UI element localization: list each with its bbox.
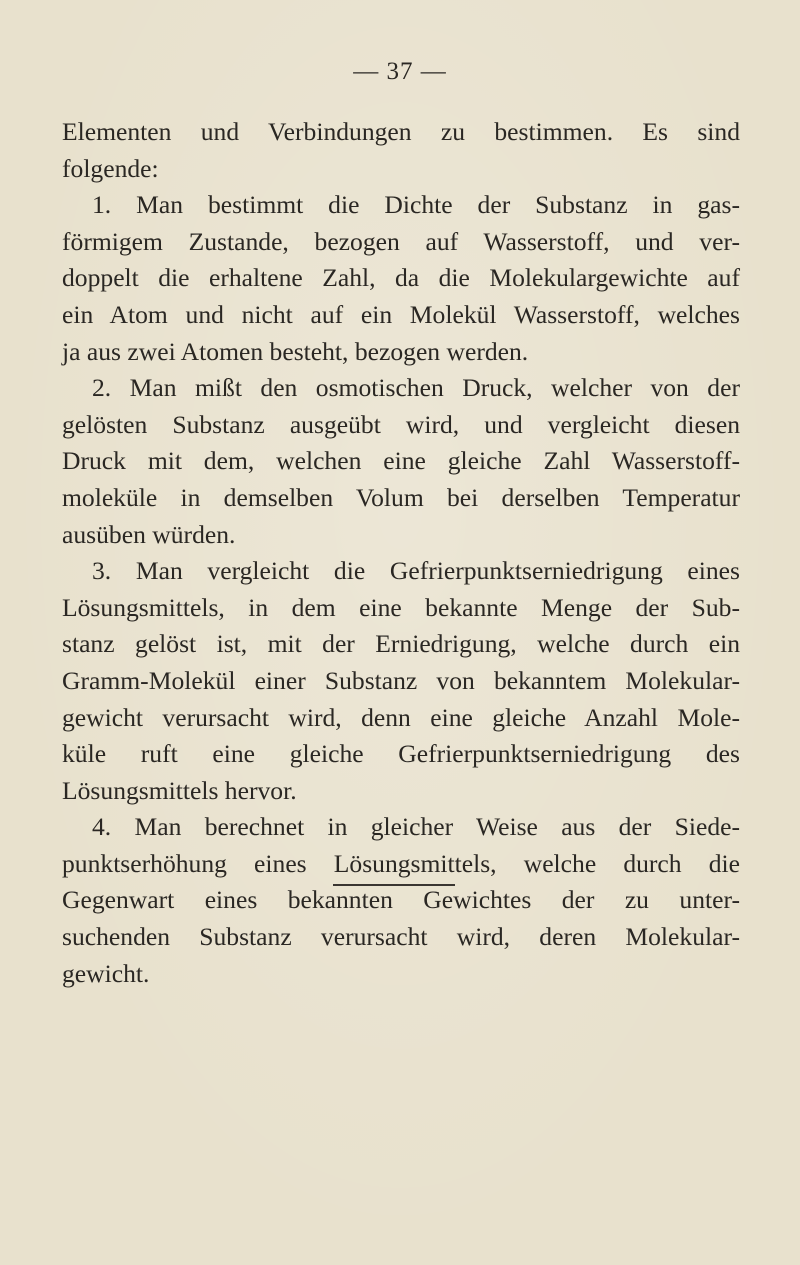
body-text xyxy=(62,114,740,992)
text-line: Gegenwart eines bekannten Gewichtes der zu unter- xyxy=(62,885,740,915)
paragraph-item-1 xyxy=(62,187,740,370)
page-number: — 37 — xyxy=(353,58,447,85)
text-line: 3. Man vergleicht die Gefrierpunktserniedrigung eines xyxy=(92,556,740,586)
text-line: folgende: xyxy=(62,153,159,183)
text-line: 4. Man berechnet in gleicher Weise aus der Siede- xyxy=(92,812,740,842)
paragraph-item-3 xyxy=(62,553,740,809)
text-line: 2. Man mißt den osmotischen Druck, welcher von der xyxy=(92,373,740,403)
text-line: Lösungsmittels, in dem eine bekannte Menge der Sub- xyxy=(62,592,740,622)
text-line: stanz gelöst ist, mit der Erniedrigung, welche durch ein xyxy=(62,629,740,659)
text-line: gelösten Substanz ausgeübt wird, und vergleicht diesen xyxy=(62,409,740,439)
section-divider xyxy=(333,884,455,886)
text-line: förmigem Zustande, bezogen auf Wasserstoff, und ver- xyxy=(62,226,740,256)
paragraph-item-4 xyxy=(62,809,740,992)
text-line: ja aus zwei Atomen besteht, bezogen werden. xyxy=(62,336,529,366)
text-line: moleküle in demselben Volum bei derselben Temperatur xyxy=(62,482,740,512)
text-line: Gramm-Molekül einer Substanz von bekanntem Molekular- xyxy=(62,665,740,695)
text-line: küle ruft eine gleiche Gefrierpunktserniedrigung des xyxy=(62,739,740,769)
text-line: Lösungsmittels hervor. xyxy=(62,775,297,805)
text-line: ausüben würden. xyxy=(62,519,236,549)
text-line: punktserhöhung eines Lösungsmittels, welche durch die xyxy=(62,848,740,878)
paragraph-intro xyxy=(62,114,740,187)
text-line: Elementen und Verbindungen zu bestimmen. Es sind xyxy=(62,117,740,146)
paragraph-item-2 xyxy=(62,370,740,553)
text-line: gewicht. xyxy=(62,958,150,988)
text-line: 1. Man bestimmt die Dichte der Substanz in gas- xyxy=(92,190,740,220)
text-line: Druck mit dem, welchen eine gleiche Zahl Wasserstoff- xyxy=(62,446,740,476)
text-line: ein Atom und nicht auf ein Molekül Wasserstoff, welches xyxy=(62,299,740,329)
text-line: doppelt die erhaltene Zahl, da die Molekulargewichte auf xyxy=(62,263,740,293)
text-line: suchenden Substanz verursacht wird, deren Molekular- xyxy=(62,922,740,952)
text-line: gewicht verursacht wird, denn eine gleiche Anzahl Mole- xyxy=(62,702,740,732)
